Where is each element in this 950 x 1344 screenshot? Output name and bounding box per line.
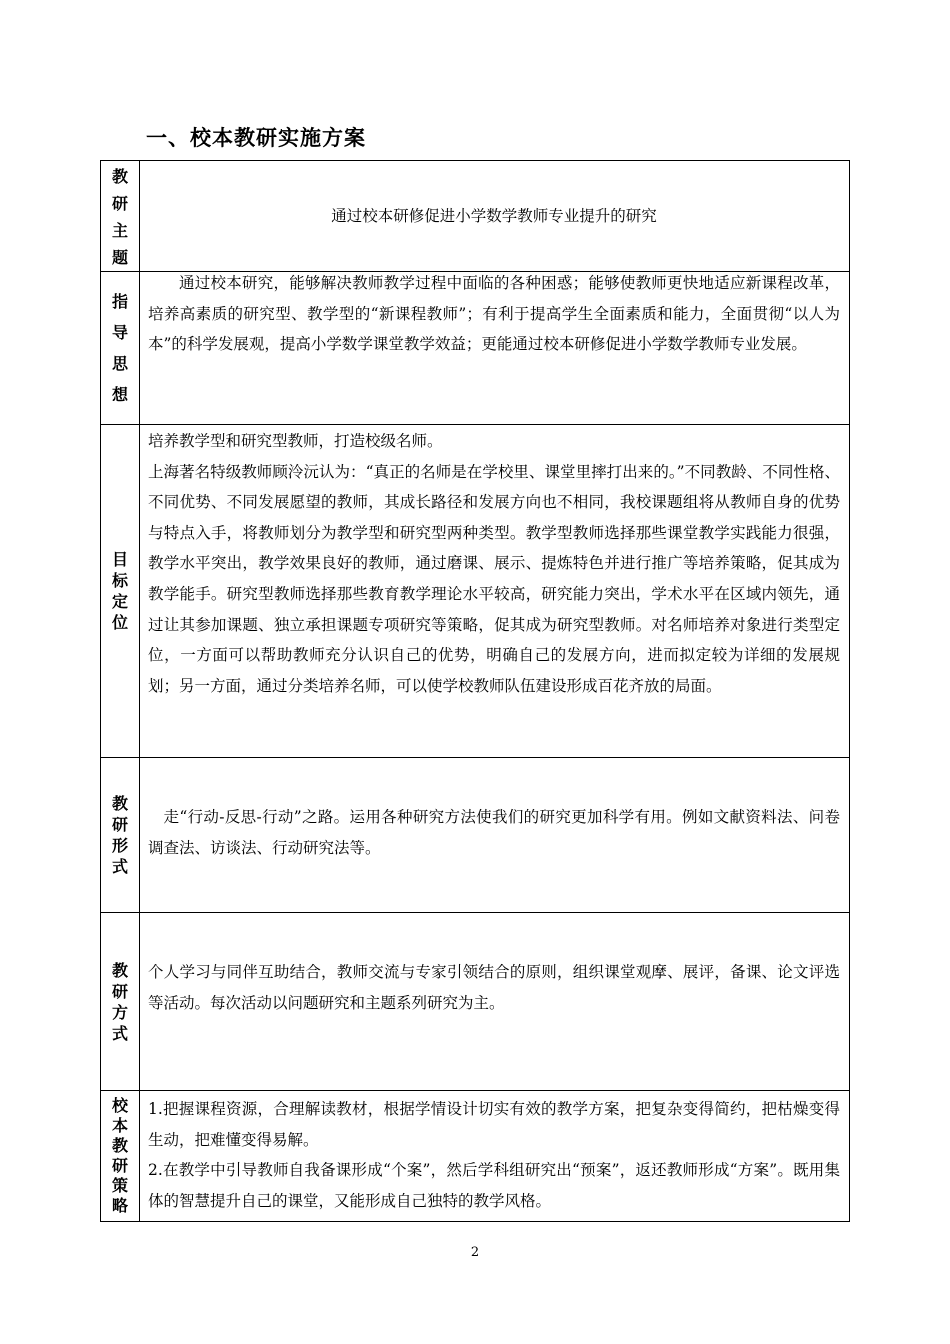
research-topic: 通过校本研修促进小学数学教师专业提升的研究 <box>331 207 657 225</box>
method-paragraph: 个人学习与同伴互助结合，教师交流与专家引领结合的原则，组织课堂观摩、展评，备课、论文评选等活动。每次活动以问题研究和主题系列研究为主。 <box>148 963 840 1012</box>
row-label-form <box>101 758 140 913</box>
table-row <box>101 913 850 1091</box>
row-content-goal <box>140 425 850 758</box>
form-paragraph: 走“行动-反思-行动”之路。运用各种研究方法使我们的研究更加科学有用。例如文献资料法、问卷调查法、访谈法、行动研究法等。 <box>148 808 840 857</box>
table-row <box>101 1091 850 1222</box>
table-row <box>101 161 850 272</box>
strategy-item: 1.把握课程资源，合理解读教材，根据学情设计切实有效的教学方案，把复杂变得简约，把枯燥变得生动，把难懂变得易解。 <box>148 1100 840 1149</box>
guiding-paragraph: 通过校本研究，能够解决教师教学过程中面临的各种困惑；能够使教师更快地适应新课程改革，培养高素质的研究型、教学型的“新课程教师”；有利于提高学生全面素质和能力，全面贯彻“以人为本”的科学发展观，提高小学数学课堂教学效益；更能通过校本研修促进小学数学教师专业发展。 <box>148 274 840 354</box>
table-row <box>101 272 850 425</box>
row-content-strategy <box>140 1091 850 1222</box>
row-content-guiding <box>140 272 850 425</box>
row-label-text: 教研形式 <box>112 794 129 876</box>
page-title: 一、校本教研实施方案 <box>146 126 366 150</box>
row-content-form <box>140 758 850 913</box>
row-label-text: 教研方式 <box>112 960 129 1043</box>
plan-table <box>100 160 850 1222</box>
row-label-theme <box>101 161 140 272</box>
row-label-strategy <box>101 1091 140 1222</box>
row-label-text: 教研主题 <box>112 167 129 267</box>
row-label-guiding <box>101 272 140 425</box>
row-label-goal <box>101 425 140 758</box>
strategy-item: 2.在教学中引导教师自我备课形成“个案”，然后学科组研究出“预案”，返还教师形成“方案”。既用集体的智慧提升自己的课堂，又能形成自己独特的教学风格。 <box>148 1161 840 1210</box>
goal-paragraph: 上海著名特级教师顾泠沅认为：“真正的名师是在学校里、课堂里摔打出来的。”不同教龄、不同性格、不同优势、不同发展愿望的教师，其成长路径和发展方向也不相同，我校课题组将从教师自身的优势与特点入手，将教师划分为教学型和研究型两种类型。教学型教师选择那些课堂教学实践能力很强，教学水平突出，教学效果良好的教师，通过磨课、展示、提炼特色并进行推广等培养策略，促其成为教学能手。研究型教师选择那些教育教学理论水平较高，研究能力突出，学术水平在区域内领先，通过让其参加课题、独立承担课题专项研究等策略，促其成为研究型教师。对名师培养对象进行类型定位，一方面可以帮助教师充分认识自己的优势，明确自己的发展方向，进而拟定较为详细的发展规划；另一方面，通过分类培养名师，可以使学校教师队伍建设形成百花齐放的局面。 <box>148 462 840 695</box>
row-label-text: 目标定位 <box>112 550 129 632</box>
row-content-method <box>140 913 850 1091</box>
row-label-text: 指导思想 <box>112 292 129 404</box>
row-label-text: 校本教研策略 <box>112 1096 129 1215</box>
table-row <box>101 758 850 913</box>
goal-paragraph: 培养教学型和研究型教师，打造校级名师。 <box>148 432 443 450</box>
row-content-theme <box>140 161 850 272</box>
page-number: 2 <box>470 1245 480 1260</box>
row-label-method <box>101 913 140 1091</box>
table-row <box>101 425 850 758</box>
